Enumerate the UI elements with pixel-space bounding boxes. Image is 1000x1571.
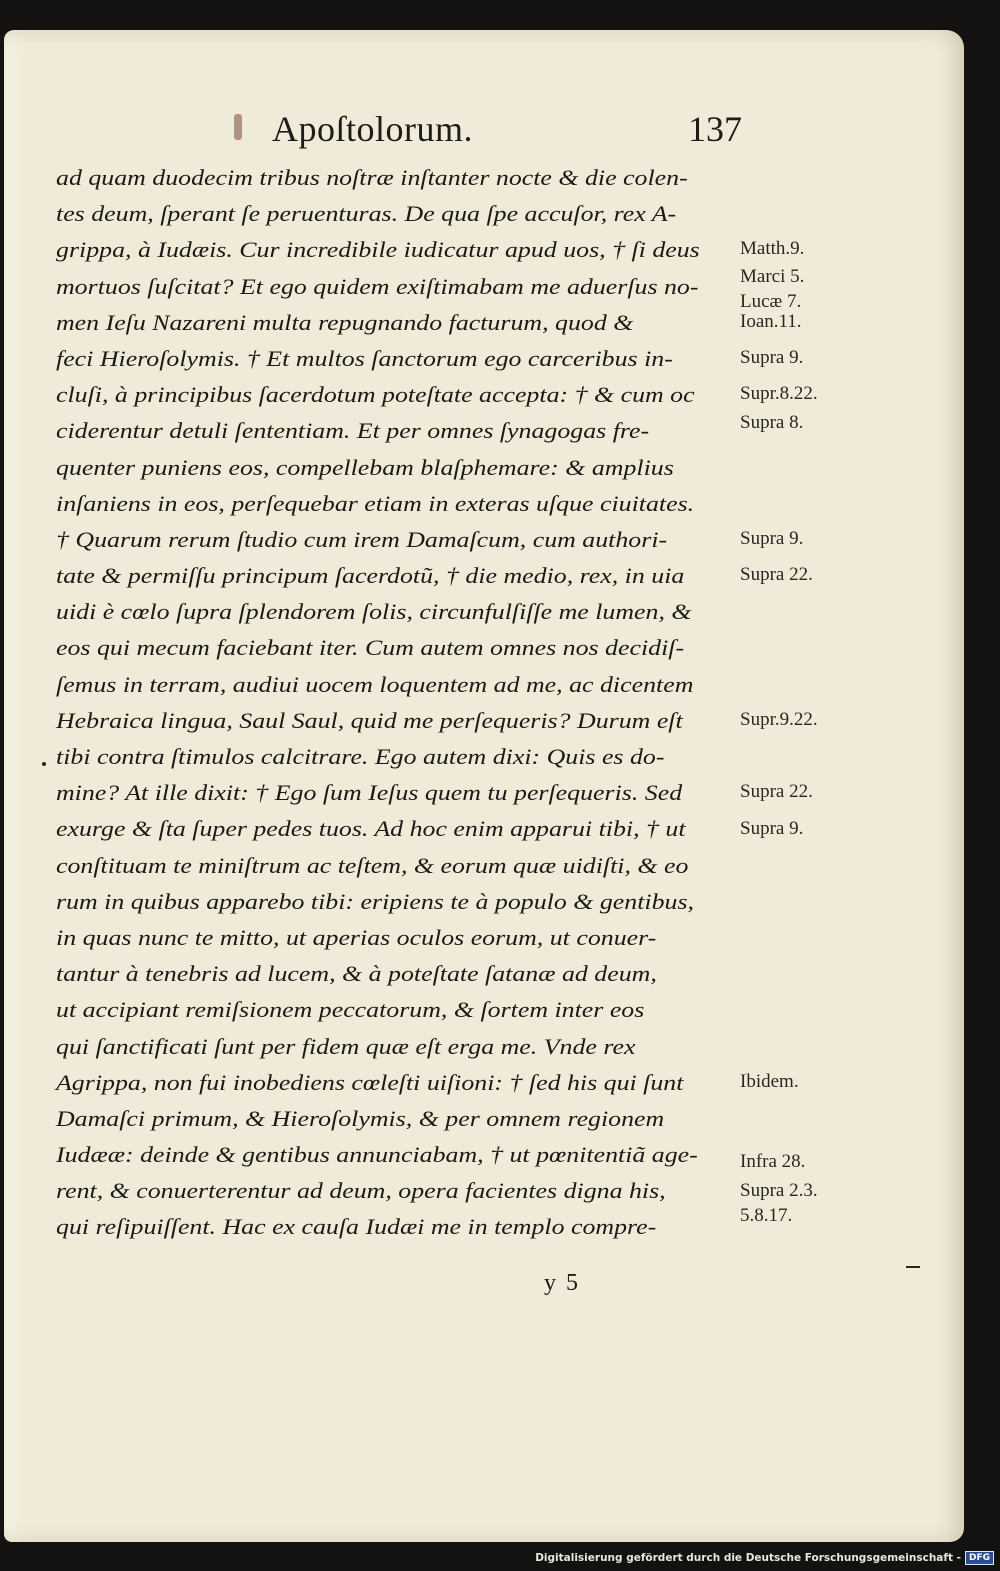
- text-line: uidi è cœlo ſupra ſplendorem ſolis, circunfulſiſſe me lumen, &: [56, 599, 692, 625]
- text-line: conſtituam te miniſtrum ac teſtem, & eorum quæ uidiſti, & eo: [56, 852, 689, 878]
- margin-note: Infra 28.: [740, 1150, 806, 1172]
- text-line: qui reſipuiſſent. Hac ex cauſa Iudæi me in templo compre-: [56, 1214, 657, 1240]
- page-number: 137: [688, 109, 742, 149]
- text-line: feci Hieroſolymis. † Et multos ſanctorum ego carceribus in-: [56, 345, 673, 371]
- text-line: ciderentur detuli ſententiam. Et per omnes ſynagogas fre-: [56, 418, 650, 444]
- text-line: Damaſci primum, & Hieroſolymis, & per omnem regionem: [56, 1105, 665, 1131]
- text-line: quenter puniens eos, compellebam blaſphemare: & amplius: [56, 454, 674, 480]
- margin-note: Lucæ 7.: [740, 290, 802, 312]
- text-line: mine? At ille dixit: † Ego ſum Ieſus quem tu perſequeris. Sed: [56, 780, 683, 806]
- text-line: Iudææ: deinde & gentibus annunciabam, † ut pœnitentiã age-: [56, 1142, 698, 1168]
- text-line: inſaniens in eos, perſequebar etiam in exteras uſque ciuitates.: [56, 490, 695, 516]
- text-line: mortuos ſuſcitat? Et ego quidem exiſtimabam me aduerſus no-: [56, 273, 699, 299]
- text-line: grippa, à Iudæis. Cur incredibile iudicatur apud uos, † ſi deus: [56, 237, 700, 263]
- text-line: Agrippa, non fui inobediens cœleſti uiſioni: † ſed his qui ſunt: [56, 1069, 684, 1095]
- text-line: ut accipiant remiſsionem peccatorum, & ſortem inter eos: [56, 997, 645, 1023]
- margin-note: Supr.9.22.: [740, 709, 818, 730]
- margin-note: Marci 5.: [740, 265, 805, 287]
- margin-note: Supra 9.: [740, 817, 804, 839]
- text-line: rum in quibus apparebo tibi: eripiens te à populo & gentibus,: [56, 888, 694, 914]
- text-line: eos qui mecum faciebant iter. Cum autem omnes nos decidiſ-: [56, 635, 685, 661]
- credit-text: Digitalisierung gefördert durch die Deutsche Forschungsgemeinschaft -: [535, 1552, 961, 1564]
- margin-note: Supra 2.3.: [740, 1179, 818, 1201]
- credit-bar: [535, 1549, 994, 1567]
- margin-note: Supra 22.: [740, 564, 813, 586]
- margin-note: Ibidem.: [740, 1071, 799, 1092]
- text-line: in quas nunc te mitto, ut aperias oculos eorum, ut conuer-: [56, 924, 657, 950]
- text-line: rent, & conuerterentur ad deum, opera facientes digna his,: [56, 1178, 666, 1204]
- text-line: tes deum, ſperant ſe peruenturas. De qua ſpe accuſor, rex A-: [56, 201, 677, 227]
- text-line: cluſi, à principibus ſacerdotum poteſtate accepta: † & cum oc: [56, 382, 695, 408]
- text-line: exurge & ſta ſuper pedes tuos. Ad hoc enim apparui tibi, † ut: [56, 816, 686, 842]
- text-line: tibi contra ſtimulos calcitrare. Ego autem dixi: Quis es do-: [56, 744, 665, 769]
- main-text-block: [56, 160, 746, 1246]
- margin-note: Ioan.11.: [740, 310, 802, 332]
- margin-note: 5.8.17.: [740, 1204, 793, 1226]
- text-line: tate & permiſſu principum ſacerdotũ, † die medio, rex, in uia: [56, 563, 685, 589]
- text-line: ad quam duodecim tribus noſtræ inſtanter nocte & die colen-: [56, 165, 688, 190]
- text-line: men Ieſu Nazareni multa repugnando facturum, quod &: [56, 309, 634, 335]
- dfg-logo: DFG: [965, 1551, 994, 1565]
- signature-mark: y 5: [544, 1270, 580, 1296]
- margin-note: Supra 22.: [740, 781, 813, 803]
- text-line: tantur à tenebris ad lucem, & à poteſtate ſatanæ ad deum,: [56, 961, 657, 987]
- margin-dot-mark: [42, 762, 46, 766]
- text-line: † Quarum rerum ſtudio cum irem Damaſcum, cum authori-: [56, 526, 668, 552]
- page-header: [0, 108, 1000, 152]
- margin-note: Supra 9.: [740, 347, 804, 368]
- margin-note: Supr.8.22.: [740, 383, 818, 405]
- margin-dash-mark: [906, 1266, 920, 1268]
- text-line: ſemus in terram, audiui uocem loquentem ad me, ac dicentem: [56, 671, 694, 697]
- text-line: qui ſanctificati ſunt per fidem quæ eſt erga me. Vnde rex: [56, 1033, 636, 1059]
- margin-note: Supra 9.: [740, 528, 804, 549]
- running-title: Apoſtolorum.: [272, 109, 473, 149]
- margin-note: Matth.9.: [740, 238, 805, 260]
- text-line: Hebraica lingua, Saul Saul, quid me perſequeris? Durum eſt: [56, 707, 683, 733]
- margin-note: Supra 8.: [740, 412, 804, 434]
